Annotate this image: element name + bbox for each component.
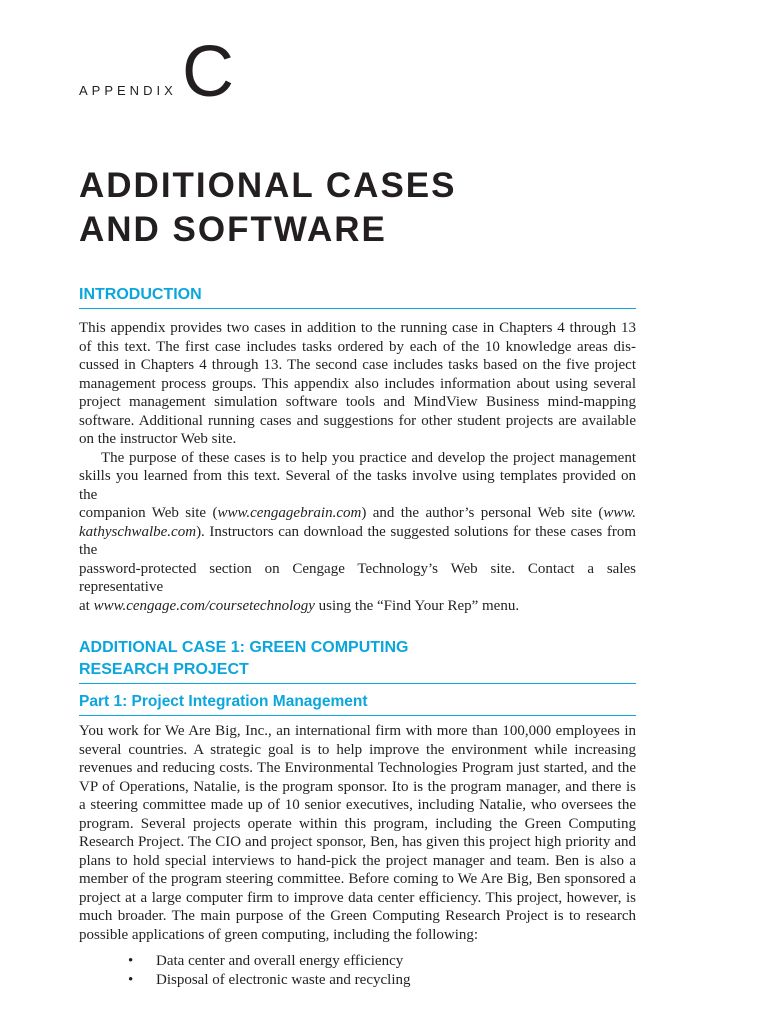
text-line: project at a large computer firm to improve data center efficiency. This project, however, is	[79, 889, 636, 906]
intro-paragraph-1	[79, 319, 636, 449]
case-1-paragraph	[79, 722, 636, 944]
text-line: program. Several projects operate within this program, including the Green Computing	[79, 815, 636, 832]
intro-paragraph-2	[79, 449, 636, 616]
appendix-word: APPENDIX	[79, 83, 177, 98]
chapter-title-line: AND SOFTWARE	[79, 210, 387, 249]
list-item	[128, 952, 636, 971]
text-line: The purpose of these cases is to help you practice and develop the project management	[101, 449, 636, 466]
text-line: password-protected section on Cengage Technology’s Web site. Contact a sales representative	[79, 560, 636, 595]
chapter-title	[79, 164, 636, 252]
text-line: cussed in Chapters 4 through 13. The second case includes tasks based on the five project	[79, 357, 636, 373]
text-line: possible applications of green computing, including the following:	[79, 926, 479, 943]
text-line: plans to hold special interviews to hand-pick the project manager and team. Ben is also a	[79, 852, 636, 869]
text-line	[79, 523, 636, 560]
text-line: project management simulation software tools and MindView Business mind-mapping	[79, 394, 636, 410]
text-line: management process groups. This appendix also includes information about using several	[79, 375, 636, 392]
section-heading-text: ADDITIONAL CASE 1: GREEN COMPUTING	[79, 639, 409, 656]
url-cengage-coursetechnology[interactable]: www.cengage.com/coursetechnology	[93, 597, 315, 614]
text-line: much broader. The main purpose of the Green Computing Research Project is to research	[79, 908, 636, 924]
text-line: VP of Operations, Natalie, is the program sponsor. Ito is the program manager, and there is	[79, 778, 636, 795]
appendix-letter: C	[182, 32, 234, 112]
text-line: software. Additional running cases and suggestions for other student projects are available	[79, 412, 636, 429]
text-line: skills you learned from this text. Several of the tasks involve using templates provided on the	[79, 468, 636, 503]
appendix-label	[79, 32, 636, 112]
text-line: Research Project. The CIO and project sponsor, Ben, has given this project high priority and	[79, 834, 636, 850]
text-run: using the “Find Your Rep” menu.	[314, 597, 520, 614]
subsection-heading-text: Part 1: Project Integration Management	[79, 693, 368, 710]
list-item-text: Disposal of electronic waste and recycling	[156, 971, 411, 988]
text-line: member of the program steering committee. Before coming to We Are Big, Ben sponsored a	[79, 871, 636, 887]
text-line	[79, 504, 636, 523]
text-line: of this text. The first case includes tasks ordered by each of the 10 knowledge areas dis-	[79, 338, 636, 355]
section-heading-text: INTRODUCTION	[79, 286, 202, 303]
list-item	[128, 971, 636, 990]
section-heading-text: RESEARCH PROJECT	[79, 661, 249, 678]
text-line: revenues and reducing costs. The Environmental Technologies Program just started, and the	[79, 760, 636, 776]
url-cengagebrain[interactable]: www.cengagebrain.com	[217, 505, 362, 521]
section-heading-introduction	[79, 284, 636, 309]
text-line: on the instructor Web site.	[79, 431, 237, 447]
section-heading-case-1	[79, 637, 636, 684]
text-line: several countries. A strategic goal is to help improve the environment while increasing	[79, 741, 636, 758]
url-kathyschwalbe[interactable]: kathyschwalbe.com	[79, 523, 197, 540]
text-line: a steering committee made up of 10 senior executives, including Natalie, who oversees the	[79, 797, 636, 813]
text-run: companion Web site (	[79, 505, 218, 521]
text-run: ). Instructors can download the suggested solutions for these cases from the	[79, 523, 636, 558]
bullet-icon: •	[128, 953, 134, 969]
document-page	[79, 32, 637, 989]
chapter-title-line: ADDITIONAL CASES	[79, 166, 457, 205]
subsection-heading-part-1	[79, 691, 636, 716]
text-line: This appendix provides two cases in addition to the running case in Chapters 4 through 13	[79, 320, 636, 336]
green-computing-list	[79, 952, 636, 989]
text-run: at	[79, 597, 94, 614]
text-line: You work for We Are Big, Inc., an international firm with more than 100,000 employees in	[79, 723, 636, 739]
text-line	[79, 597, 636, 616]
bullet-icon: •	[128, 971, 134, 988]
list-item-text: Data center and overall energy efficiency	[156, 953, 404, 969]
url-kathyschwalbe-part[interactable]: www.	[603, 505, 637, 521]
text-run: ) and the author’s personal Web site (	[361, 505, 604, 521]
